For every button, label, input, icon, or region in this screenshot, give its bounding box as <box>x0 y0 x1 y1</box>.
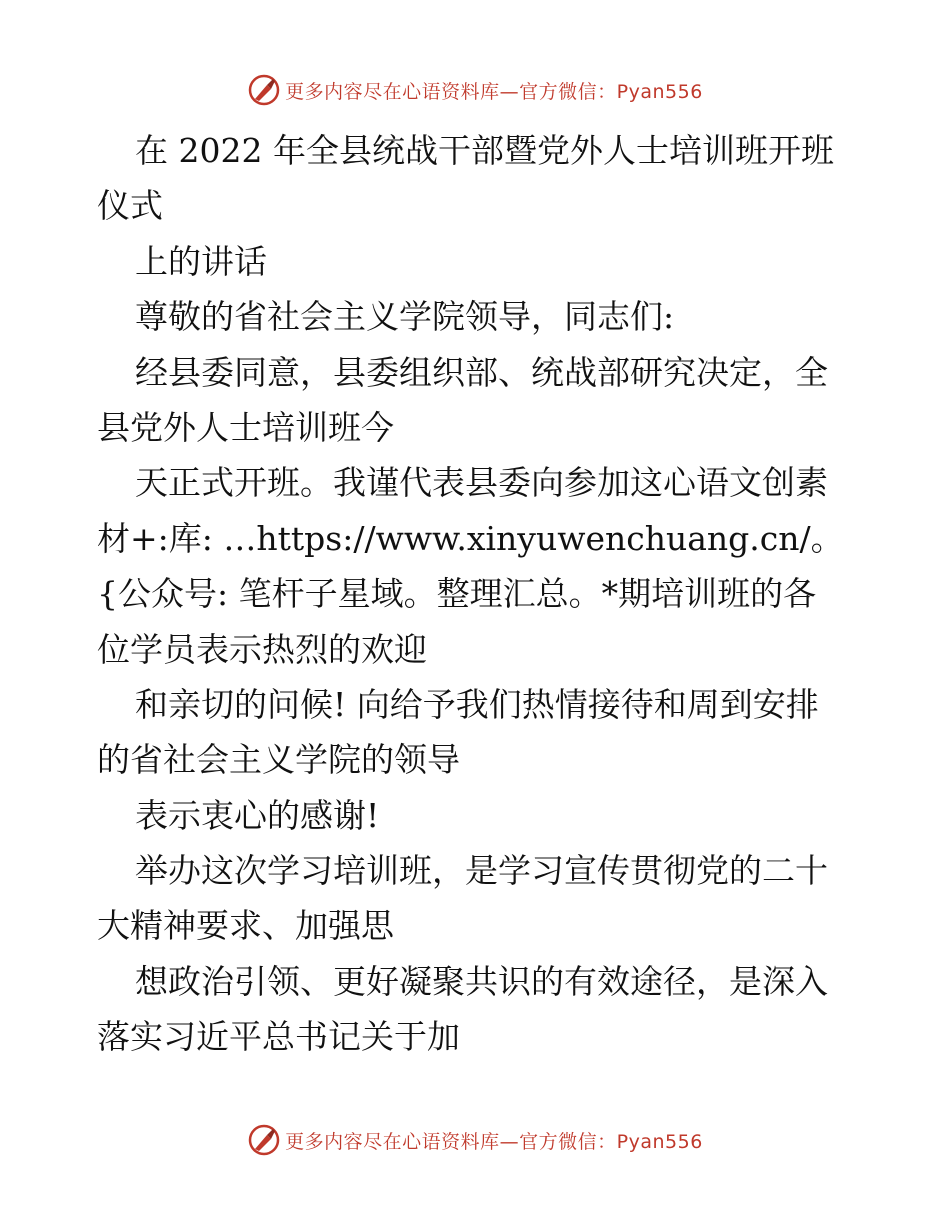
text-line: 的省社会主义学院的领导 <box>97 740 460 780</box>
text-line: 在 2022 年全县统战干部暨党外人士培训班开班 <box>135 131 834 170</box>
document-body <box>97 123 857 1065</box>
text-line: 大精神要求、加强思 <box>97 906 394 946</box>
footer-banner <box>0 1120 950 1160</box>
text-line: 尊敬的省社会主义学院领导，同志们: <box>135 297 675 337</box>
text-line: 和亲切的问候! 向给予我们热情接待和周到安排 <box>135 684 819 724</box>
header-banner-text: 更多内容尽在心语资料库—官方微信：Pyan556 <box>285 80 703 103</box>
text-line: 想政治引领、更好凝聚共识的有效途径，是深入 <box>135 961 828 1001</box>
text-line: 天正式开班。我谨代表县委向参加这心语文创素 <box>135 463 828 503</box>
text-line: 经县委同意，县委组织部、统战部研究决定，全 <box>135 352 828 392</box>
text-line: 材+:库: …https://www.xinyuwenchuang.cn/。 <box>97 518 844 558</box>
text-line: 位学员表示热烈的欢迎 <box>97 629 427 669</box>
text-line: 落实习近平总书记关于加 <box>97 1017 460 1057</box>
pen-logo-icon <box>247 1123 281 1157</box>
text-line: 县党外人士培训班今 <box>97 407 394 447</box>
pen-logo-icon <box>247 73 281 107</box>
text-line: 上的讲话 <box>135 241 267 281</box>
text-line: 仪式 <box>97 186 163 226</box>
text-line: {公众号: 笔杆子星域。整理汇总。*期培训班的各 <box>97 574 817 614</box>
header-banner <box>0 70 950 110</box>
footer-banner-text: 更多内容尽在心语资料库—官方微信：Pyan556 <box>285 1130 703 1153</box>
text-line: 表示衷心的感谢! <box>135 795 380 835</box>
text-line: 举办这次学习培训班，是学习宣传贯彻党的二十 <box>135 851 828 891</box>
